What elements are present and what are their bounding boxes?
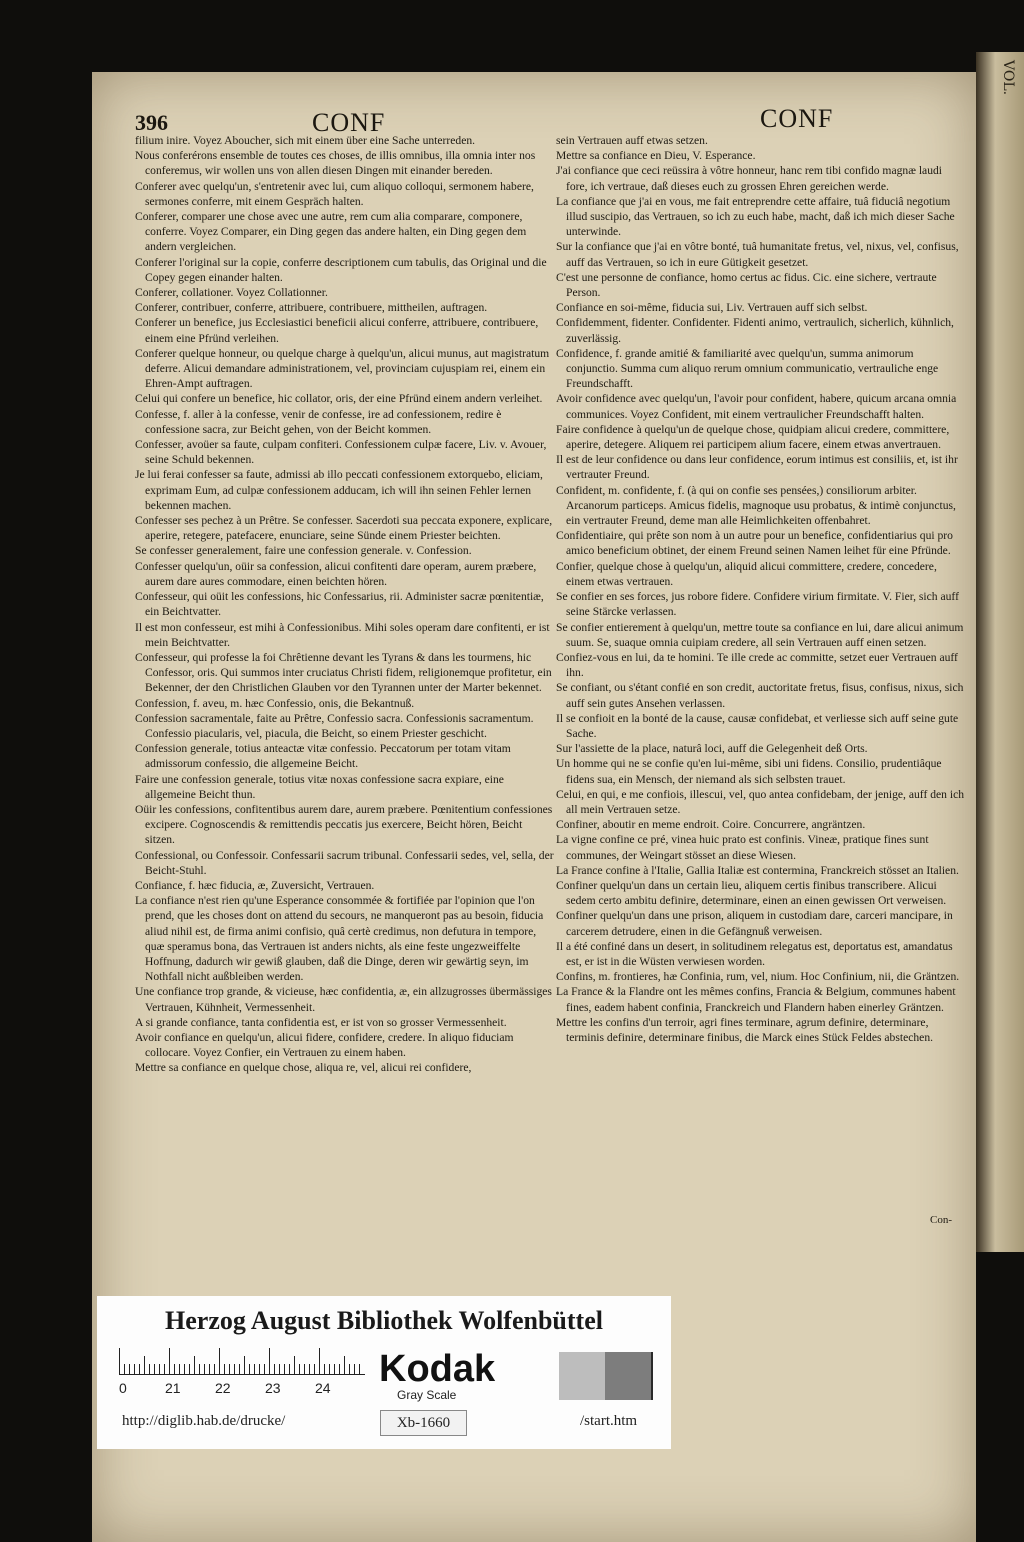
dictionary-entry: Confession, f. aveu, m. hæc Confessio, onis, die Bekantnuß. xyxy=(135,696,415,710)
ruler-number: 24 xyxy=(315,1380,331,1396)
start-page-link: /start.htm xyxy=(580,1413,638,1429)
ruler-tick xyxy=(359,1364,360,1374)
measurement-ruler xyxy=(119,1348,365,1375)
ruler-tick xyxy=(284,1364,285,1374)
dictionary-entry: La confiance que j'ai en vous, me fait entreprendre cette affaire, tuâ fiduciâ negotium illud suscipio, das Vertrauen, so ich zu euch habe, macht, daß ich mich dieser Sache unterwinde. xyxy=(556,194,955,239)
dictionary-entry: Confiner, aboutir en meme endroit. Coire. Concurrere, angräntzen. xyxy=(556,818,866,832)
ruler-tick xyxy=(334,1364,335,1374)
dictionary-entry: Confesser ses pechez à un Prêtre. Se confesser. Sacerdoti sua peccata exponere, explicare, aperire, retegere, patefacere, enunciare, seine Sünde einem Priester beichten. xyxy=(135,514,553,543)
catchword: Con- xyxy=(930,1214,952,1226)
dictionary-entry: Confesseur, qui professe la foi Chrêtienne devant les Tyrans & dans les tourmens, hic Confessor, oris. Qui summos inter cruciatus Christi fidem, religionemque profitetur, ein Bekenner, der den Christlichen Glauben vor den Tyrannen unter der Marter bekennet. xyxy=(135,650,552,695)
ruler-tick xyxy=(269,1348,270,1374)
dictionary-entry: Il est de leur confidence ou dans leur confidence, eorum intimus est consiliis, et, ist ihr vertrauter Freund. xyxy=(556,453,958,482)
ruler-tick xyxy=(209,1364,210,1374)
ruler-tick xyxy=(229,1364,230,1374)
ruler-number: 0 xyxy=(119,1380,127,1396)
ruler-tick xyxy=(314,1364,315,1374)
dictionary-entry: Confesser quelqu'un, oüir sa confession, alicui confitenti dare operam, aurem præbere, aurem dare aures commodare, einen beichten hören. xyxy=(135,559,537,588)
ruler-tick xyxy=(239,1364,240,1374)
dictionary-entry: Confidence, f. grande amitié & familiarité avec quelqu'un, summa animorum conjunctio. Summa cum aliquo rerum omnium communicatio, vertrauliche enge Freundschafft. xyxy=(556,346,939,391)
dictionary-entry: Confessional, ou Confessoir. Confessarii sacrum tribunal. Confessarii sedes, vel, sella, der Beicht-Stuhl. xyxy=(135,848,554,877)
ruler-tick xyxy=(164,1364,165,1374)
dictionary-entry: Confiez-vous en lui, da te homini. Te ille crede ac committe, setzet euer Vertrauen auff ihn. xyxy=(556,650,958,680)
dictionary-entry: Confiner quelqu'un dans un certain lieu, aliquem certis finibus transcribere. Alicui sedem certo ambitu definire, determinare, einen an einen gewissen Ort verweisen. xyxy=(556,878,947,908)
ruler-tick xyxy=(219,1348,220,1374)
dictionary-entry: Confident, m. confidente, f. (à qui on confie ses pensées,) consiliorum arbiter. Arcanorum particeps. Amicus fidelis, magnoque usu probatus, & intimè conjunctus, ein vertrauter Freund, deme man alle Heimlichkeiten offenbahret. xyxy=(556,483,956,528)
dictionary-entry: Il a été confiné dans un desert, in solitudinem relegatus est, deportatus est, amandatus est, er ist in die Wüsten verwiesen worden. xyxy=(556,939,953,968)
ruler-number: 21 xyxy=(165,1380,181,1396)
dictionary-entry: Confesse, f. aller à la confesse, venir de confesse, ire ad confessionem, redire è confessione sacra, zur Beicht gehen, von der Beicht kommen. xyxy=(135,407,502,436)
running-head-left: CONF xyxy=(312,108,386,137)
ruler-tick xyxy=(344,1356,345,1374)
dictionary-entry: J'ai confiance que ceci reüssira à vôtre honneur, hanc rem tibi confido magnæ laudi fore, ich vertraue, daß dieses euch zu grossen Ehren gereichen werde. xyxy=(556,164,943,193)
dictionary-entry: Confins, m. frontieres, hæ Confinia, rum, vel, nium. Hoc Confinium, nii, die Gräntzen. xyxy=(556,970,960,984)
dictionary-entry: La France & la Flandre ont les mêmes confins, Francia & Belgium, communes habent fines, eadem habent confinia, Franckreich und Flandern haben einerley Gräntzen. xyxy=(556,985,956,1014)
running-head-right: CONF xyxy=(760,104,834,133)
dictionary-entry: Avoir confiance en quelqu'un, alicui fidere, confidere, credere. In aliquo fiduciam collocare. Voyez Confier, ein Vertrauen zu einem haben. xyxy=(135,1030,514,1060)
right-column xyxy=(556,133,966,1045)
ruler-tick xyxy=(169,1348,170,1374)
library-title: Herzog August Bibliothek Wolfenbüttel xyxy=(165,1306,603,1335)
dictionary-entry: Confidemment, fidenter. Confidenter. Fidenti animo, vertraulich, sicherlich, kühnlich, zuverlässig. xyxy=(556,316,954,345)
ruler-tick xyxy=(279,1364,280,1374)
dictionary-entry: Faire une confession generale, totius vitæ noxas confessione sacra expiare, eine allgemeine Beicht thun. xyxy=(135,772,504,801)
gray-scale-label: Gray Scale xyxy=(397,1388,457,1402)
dictionary-entry: Nous conferérons ensemble de toutes ces choses, de illis omnibus, illa omnia inter nos conferemus, wir wollen uns von allen diesen Dingen mit einander bereden. xyxy=(135,149,536,178)
dictionary-entry: Se confier en ses forces, jus robore fidere. Confidere virium firmitate. V. Fier, sich auff seine Stärcke verlassen. xyxy=(556,590,959,619)
ruler-tick xyxy=(289,1364,290,1374)
dictionary-entry: La confiance n'est rien qu'une Esperance consommée & fortifiée par l'opinion que l'on prend, que les choses dont on attend du secours, ne manqueront pas au besoin, fiducia aliud nihil est, de firma animi confisio, quâ certè credimus, non defutura in tempore, quæ speramus bona, das Vertrauen ist anders nichts, als eine feste ungezweiffelte Hoffnung, dadurch wir gewiß glauben, daß die Dinge, deren wir gewärtig seyn, im Nothfall nicht außbleiben werden. xyxy=(135,894,544,984)
dictionary-entry: Conferer quelque honneur, ou quelque charge à quelqu'un, alicui munus, aut magistratum deferre. Alicui demandare administrationem, vel, provinciam cujuspiam rei, einem ein Ehren-Ampt auftragen. xyxy=(135,346,550,391)
page-number: 396 xyxy=(135,110,168,135)
dictionary-entry: Confession sacramentale, faite au Prêtre, Confessio sacra. Confessionis sacramentum. Confessio piacularis, vel, piacula, die Beicht, so einem Priester geschicht. xyxy=(135,711,534,740)
ruler-tick xyxy=(299,1364,300,1374)
dictionary-entry: A si grande confiance, tanta confidentia est, er ist von so grosser Vermessenheit. xyxy=(135,1015,507,1029)
ruler-tick xyxy=(144,1356,145,1374)
ruler-tick xyxy=(259,1364,260,1374)
ruler-tick xyxy=(254,1364,255,1374)
dictionary-entry: La vigne confine ce pré, vinea huic prato est confinis. Vineæ, pratique fines sunt communes, der Weingart stösset an diese Wiesen. xyxy=(556,833,929,862)
ruler-tick xyxy=(294,1356,295,1374)
dictionary-entry: Un homme qui ne se confie qu'en lui-même, sibi uni fidens. Consilio, prudentiâque fidens sua, ein Mensch, der niemand als sich selbsten trauet. xyxy=(556,757,942,786)
ruler-tick xyxy=(154,1364,155,1374)
ruler-tick xyxy=(249,1364,250,1374)
ruler-tick xyxy=(174,1364,175,1374)
dictionary-entry: Une confiance trop grande, & vicieuse, hæc confidentia, æ, ein allzugrosses übermässiges Vertrauen, Kühnheit, Vermessenheit. xyxy=(135,985,552,1014)
dictionary-entry: Se confiant, ou s'étant confié en son credit, auctoritate fretus, fisus, confisus, nixus, sich auff sein gutes Ansehen verlassen. xyxy=(556,681,964,710)
dictionary-entry: Celui qui confere un benefice, hic collator, oris, der eine Pfründ einem andern verleihet. xyxy=(135,392,543,406)
dictionary-entry: Se confesser generalement, faire une confession generale. v. Confession. xyxy=(135,544,472,558)
dictionary-entry: Avoir confidence avec quelqu'un, l'avoir pour confident, habere, quicum arcana omnia communices. Voyez Confident, mit einem vertraulicher Freundschafft halten. xyxy=(556,392,957,421)
dictionary-entry: Celui, en qui, e me confiois, illescui, vel, quo antea confidebam, der jenige, auff den ich all mein Vertrauen setze. xyxy=(556,787,965,816)
ruler-tick xyxy=(224,1364,225,1374)
kodak-logo: Kodak xyxy=(379,1348,496,1390)
dictionary-entry: Mettre les confins d'un terroir, agri fines terminare, agrum definire, determinare, terminis definire, determinare finibus, die Marck eines Stück Feldes abstechen. xyxy=(556,1015,934,1044)
dictionary-entry: Mettre sa confiance en quelque chose, aliqua re, vel, alicui rei confidere, xyxy=(135,1061,472,1075)
gray-swatch-dark xyxy=(651,1352,653,1400)
ruler-tick xyxy=(274,1364,275,1374)
ruler-number: 23 xyxy=(265,1380,281,1396)
ruler-tick xyxy=(339,1364,340,1374)
dictionary-entry: Confidentiaire, qui prête son nom à un autre pour un benefice, confidentiarius qui pro amico beneficium obtinet, der einem Freund seinen Namen leihet für eine Pfründe. xyxy=(556,529,953,558)
dictionary-entry: Confession generale, totius anteactæ vitæ confessio. Peccatorum per totam vitam admissorum confessio, die allgemeine Beicht. xyxy=(135,742,511,771)
dictionary-entry: Faire confidence à quelqu'un de quelque chose, quidpiam alicui credere, committere, aperire, detegere. Aliquem rei participem alium facere, einem etwas anvertrauen. xyxy=(556,422,950,452)
ruler-tick xyxy=(179,1364,180,1374)
left-column xyxy=(135,133,555,1076)
dictionary-entry: La France confine à l'Italie, Gallia Italiæ est contermina, Franckreich stösset an Italien. xyxy=(556,863,959,877)
ruler-tick xyxy=(319,1348,320,1374)
dictionary-entry: Conferer, contribuer, conferre, attribuere, contribuere, mittheilen, auftragen. xyxy=(135,301,488,315)
ruler-tick xyxy=(194,1356,195,1374)
ruler-tick xyxy=(184,1364,185,1374)
ruler-tick xyxy=(324,1364,325,1374)
dictionary-entry: Conferer un benefice, jus Ecclesiastici beneficii alicui conferre, attribuere, contribuere, einem eine Pfründ verleihen. xyxy=(135,316,539,345)
dictionary-entry: Confiance, f. hæc fiducia, æ, Zuversicht, Vertrauen. xyxy=(135,878,375,892)
ruler-tick xyxy=(159,1364,160,1374)
dictionary-entry: Je lui ferai confesser sa faute, admissi ab illo peccati confessionem extorquebo, eliciam, exprimam Eum, ad culpæ confessionem adducam, ich will ihn seinen Fehler lernen bekennen machen. xyxy=(135,468,543,512)
dictionary-entry: Confier, quelque chose à quelqu'un, aliquid alicui committere, credere, concedere, einem etwas vertrauen. xyxy=(556,559,937,588)
dictionary-entry: Oüir les confessions, confitentibus aurem dare, aurem præbere. Pœnitentium confessiones excipere. Cognoscendis & remittendis peccatis jus exercere, Beicht hören, Beicht sitzen. xyxy=(135,802,553,847)
ruler-number: 22 xyxy=(215,1380,231,1396)
dictionary-entry: Il est mon confesseur, est mihi à Confessionibus. Mihi soles operam dare confitenti, er ist mein Beichtvatter. xyxy=(135,620,550,649)
ruler-tick xyxy=(149,1364,150,1374)
ruler-tick xyxy=(244,1356,245,1374)
ruler-tick xyxy=(139,1364,140,1374)
gray-swatch-light xyxy=(559,1352,605,1400)
ruler-tick xyxy=(304,1364,305,1374)
dictionary-entry: Conferer l'original sur la copie, conferre descriptionem cum tabulis, das Original und die Copey gegen einander halten. xyxy=(135,255,547,284)
dictionary-entry: Conferer avec quelqu'un, s'entretenir avec lui, cum aliquo colloqui, sermonem habere, sermones conferre, mit einem Gespräch halten. xyxy=(135,179,534,208)
ruler-tick xyxy=(234,1364,235,1374)
dictionary-entry: Sur la confiance que j'ai en vôtre bonté, tuâ humanitate fretus, vel, nixus, vel, confisus, auff das Vertrauen, so ich in eure Gütigkeit gesetzet. xyxy=(556,240,959,269)
gray-swatch-mid xyxy=(605,1352,651,1400)
dictionary-entry: Confesser, avoüer sa faute, culpam confiteri. Confessionem culpæ facere, Liv. v. Avouer, seine Schuld bekennen. xyxy=(135,438,547,467)
ruler-tick xyxy=(119,1348,120,1374)
ruler-tick xyxy=(264,1364,265,1374)
dictionary-entry: Conferer, collationer. Voyez Collationner. xyxy=(135,286,328,300)
library-url: http://diglib.hab.de/drucke/ xyxy=(122,1413,286,1429)
dictionary-entry: sein Vertrauen auff etwas setzen. xyxy=(556,134,708,147)
ruler-tick xyxy=(309,1364,310,1374)
book-spine xyxy=(976,52,1024,1252)
dictionary-entry: Confiner quelqu'un dans une prison, aliquem in custodiam dare, carceri mancipare, in carcerem detrudere, einen in die Gefängnuß verweisen. xyxy=(556,909,953,938)
call-number: Xb-1660 xyxy=(380,1410,467,1436)
ruler-tick xyxy=(204,1364,205,1374)
dictionary-entry: C'est une personne de confiance, homo certus ac fidus. Cic. eine sichere, vertraute Person. xyxy=(556,270,937,300)
dictionary-entry: Se confier entierement à quelqu'un, mettre toute sa confiance en lui, dare alicui animum suum. Se, suaque omnia cuipiam credere, all sein Vertrauen auff einen setzen. xyxy=(556,620,964,649)
dictionary-entry: Mettre sa confiance en Dieu, V. Esperance. xyxy=(556,149,756,163)
dictionary-entry: Sur l'assiette de la place, naturâ loci, auff die Gelegenheit deß Orts. xyxy=(556,742,868,756)
ruler-tick xyxy=(329,1364,330,1374)
dictionary-entry: Confesseur, qui oüit les confessions, hic Confessarius, rii. Administer sacræ pœnitentiæ, ein Beichtvatter. xyxy=(135,590,544,619)
dictionary-entry: Il se confioit en la bonté de la cause, causæ confidebat, et verliesse sich auff seine gute Sache. xyxy=(556,711,959,740)
ruler-tick xyxy=(134,1364,135,1374)
spine-label: VOL. xyxy=(1000,60,1016,96)
ruler-tick xyxy=(189,1364,190,1374)
ruler-tick xyxy=(129,1364,130,1374)
ruler-tick xyxy=(349,1364,350,1374)
ruler-tick xyxy=(354,1364,355,1374)
ruler-tick xyxy=(124,1364,125,1374)
ruler-tick xyxy=(214,1364,215,1374)
color-calibration-card xyxy=(97,1296,671,1449)
ruler-tick xyxy=(199,1364,200,1374)
dictionary-entry: Conferer, comparer une chose avec une autre, rem cum alia comparare, componere, conferre. Voyez Comparer, ein Ding gegen das andere halten, ein Ding gegen dem andern vergleichen. xyxy=(135,210,527,254)
dictionary-entry: Confiance en soi-même, fiducia sui, Liv. Vertrauen auff sich selbst. xyxy=(556,301,868,315)
dictionary-entry: filium inire. Voyez Aboucher, sich mit einem über eine Sache unterreden. xyxy=(135,134,476,147)
